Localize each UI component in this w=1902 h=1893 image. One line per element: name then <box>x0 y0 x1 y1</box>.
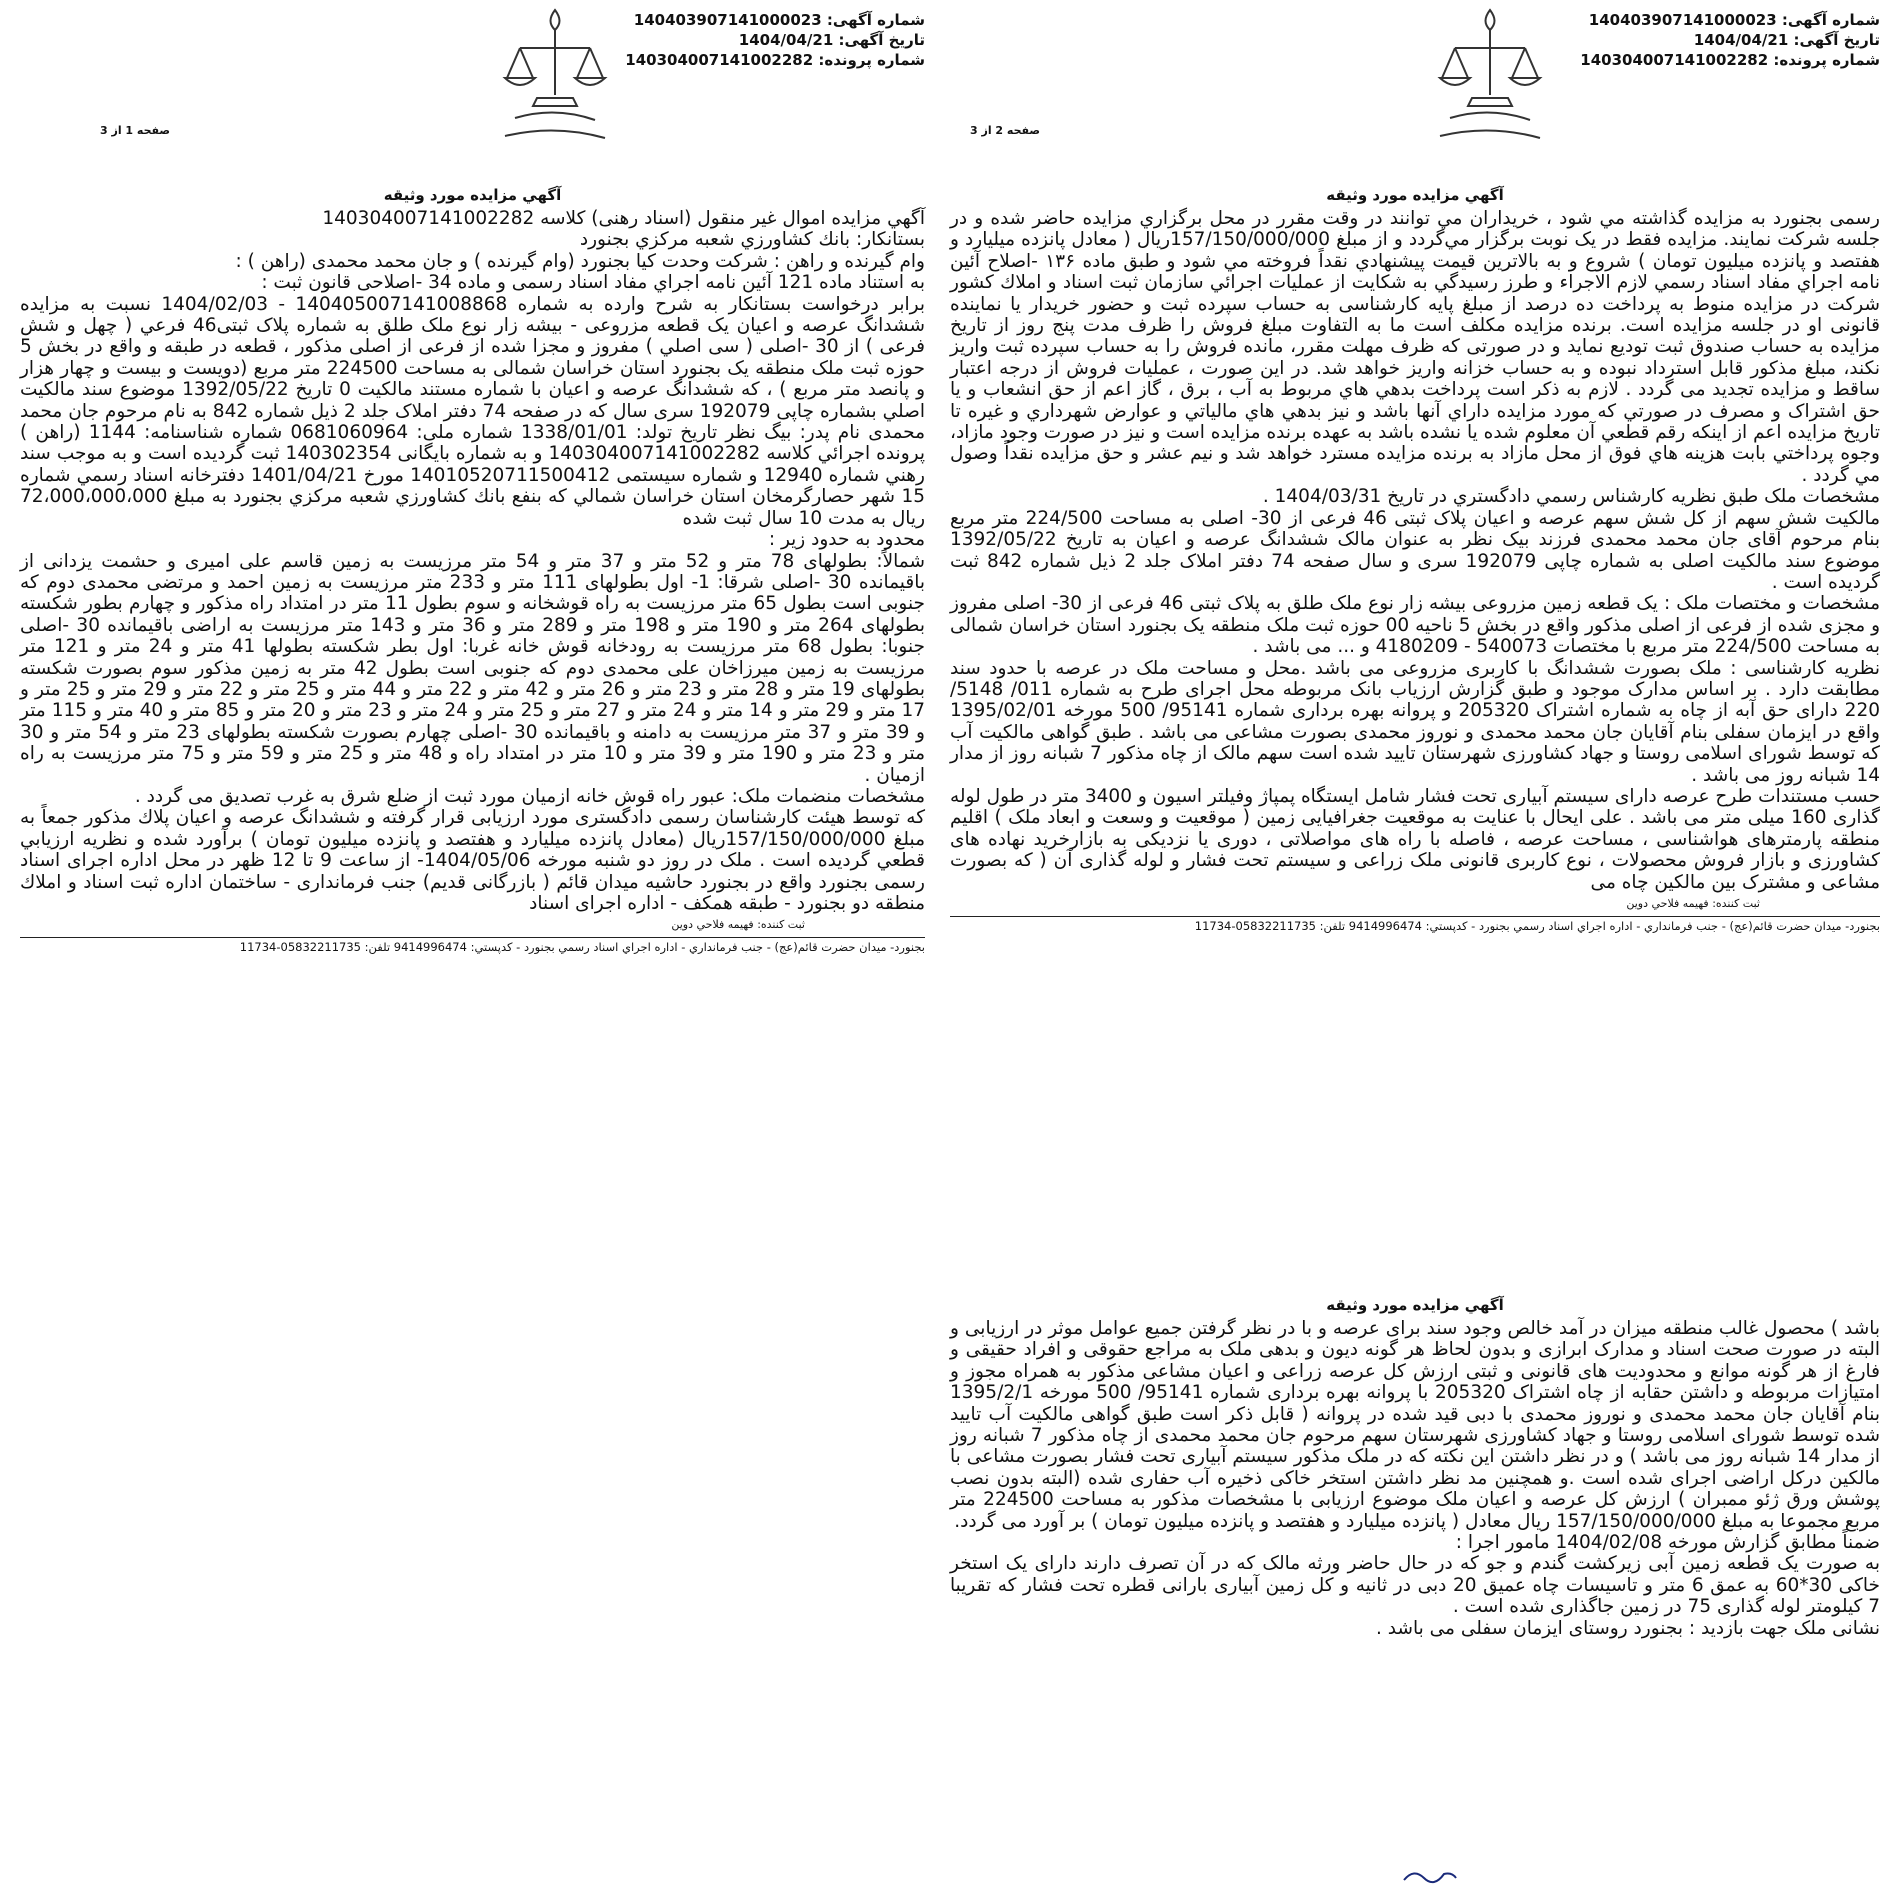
paragraph: نظریه کارشناسی : ملک بصورت ششدانگ با کاربری مزروعی می باشد .محل و مساحت ملک در عرصه با حدود سند مطابقت دارد . بر اساس مدارک موجود و طبق گزارش ارزیاب بانک مربوطه محل اجرای طرح به شماره 011/ 5148/ 220 دارای حق آبه از چاه به شماره اشتراک 205320 و پروانه بهره برداری شماره 95141/ 500 مورخه 1395/02/01 واقع در ایزمان سفلی بنام آقایان جان محمد محمدی و نوروز محمدی بصورت مشاعی می باشد . طبق گواهی مالکیت آب که توسط شورای اسلامی روستا و جهاد کشاورزی شهرستان تایید شده است سهم مالک از چاه مذکور 7 شبانه روز از مدار 14 شبانه روز می باشد . <box>950 657 1880 786</box>
notice-body <box>20 208 925 914</box>
paragraph: آگهي مزايده اموال غير منقول (اسناد رهنی) کلاسه 140304007141002282 <box>322 208 925 229</box>
paragraph: مالکیت شش سهم از کل شش سهم عرصه و اعیان پلاک ثبتی 46 فرعی از 30- اصلی به مساحت 224/500 متر مربع بنام مرحوم آقای جان محمد محمدی فرزند بیک نظر به عنوان مالک ششدانگ عرصه و اعیان به تاریخ 1392/05/22 موضوع سند مالکیت اصلی به شماره چاپی 192079 سری و سال صفحه 74 دفتر املاک جلد 2 ذیل شماره 842 ثبت گردیده است . <box>950 507 1880 593</box>
page-number: صفحه 2 از 3 <box>970 124 1041 137</box>
notice-title: آگهي مزايده مورد وثيقه <box>1326 1296 1504 1314</box>
notice-number: شماره آگهی: 140403907141000023 <box>633 11 925 29</box>
paragraph: مشخصات منضمات ملک: عبور راه قوش خانه ازمیان مورد ثبت از ضلع شرق به غرب تصدیق می گردد . <box>134 785 925 807</box>
page-header <box>950 0 1880 180</box>
notice-page-3 <box>950 1290 1880 1890</box>
paragraph: ضمناً مطابق گزارش مورخه 1404/02/08 مامور اجرا : <box>1455 1532 1880 1554</box>
paragraph: رسمی بجنورد به مزايده گذاشته مي شود ، خريداران مي توانند در وقت مقرر در محل برگزاري مزايده حاضر شده و در جلسه شركت نمايند. مزايده فقط در يک نوبت برگزار مي‌گردد و از مبلغ 157/150/000/000ريال ( معادل پانزده ميليارد و هفتصد و پانزده ميليون تومان ) شروع و به بالاترين قيمت پيشنهادي نقداً فروخته مي شود و طبق ماده ۱۳۶ -اصلاح آئين نامه اجراي مفاد اسناد رسمي لازم الاجراء و طرز رسيدگي به شكايت از عمليات اجرائي سازمان ثبت اسناد و املاك كشور شرکت در مزایده منوط به پرداخت ده درصد از مبلغ پایه کارشناسی به حساب سپرده ثبت و حضور خریدار یا نماینده قانونی او در جلسه مزایده است. برنده مزایده مکلف است ما به التفاوت مبلغ فروش را ظرف مدت پنج روز از تاریخ مزایده به حساب صندوق ثبت تودیع نماید و در صورتی که ظرف مهلت مقرر، مانده فروش را به حساب سپرده ثبت واریز نکند، مبلغ مذکور قابل استرداد نبوده و به حساب خزانه واریز خواهد شد. در این صورت ، عملیات فروش از درجه اعتبار ساقط و مزایده تجدید می گردد . لازم به ذکر است پرداخت بدهي هاي مربوط به آب ، برق ، گاز اعم از حق انشعاب و يا حق اشتراک و مصرف در صورتي که مورد مزايده داراي آنها باشد و نيز بدهي هاي مالياتي و عوارض شهرداري و غيره تا تاريخ مزايده اعم از اينکه رقم قطعي آن معلوم شده يا نشده باشد به عهده برنده مزايده است و نيز در صورت وجود مازاد، وجوه پرداختي بابت هزينه هاي فوق از محل مازاد به برنده مزايده مسترد خواهد شد و نيم عشر و حق مزايده نقداً وصول مي گردد . <box>950 208 1881 486</box>
paragraph: به استناد ماده 121 آئين نامه اجراي مفاد اسناد رسمی و ماده 34 -اصلاحی قانون ثبت : <box>261 272 925 294</box>
file-number: شماره پرونده: 140304007141002282 <box>1580 51 1880 69</box>
paragraph: وام گیرنده و راهن : شرکت وحدت کیا بجنورد (وام گیرنده ) و جان محمد محمدی (راهن ) : <box>235 250 925 272</box>
signature-icon <box>1400 1866 1460 1886</box>
judiciary-emblem-icon <box>1420 0 1560 150</box>
paragraph: شمالاً: بطولهای 78 متر و 52 متر و 37 متر و 54 متر مرزیست به زمین قاسم علی امیری و حشمت یزدانی از باقیمانده 30 -اصلی شرقا: 1- اول بطولهای 111 متر و 233 متر مرزیست به زمین احمد و مرتضی محمدی دوم که جنوبی است بطول 65 متر مرزیست به راه قوشخانه و سوم بطول 11 متر در امتداد راه مذکور و چهارم بطور شکسته بطولهای 264 متر و 190 متر و 198 متر و 289 متر و 36 متر و 143 متر مرزیست به اراضی باقیمانده 30 -اصلی جنوبا: بطول 68 متر مرزیست به رودخانه قوش خانه غربا: اول بطر شکسته بطولها 41 متر و 24 متر و 121 متر مرزیست به زمین میرزاخان علی محمدی دوم که جنوبی است بطول 42 متر به زمین مذکور سوم بصورت شکسته بطولهای 19 متر و 28 متر و 23 متر و 26 متر و 42 متر و 22 متر و 44 متر و 25 متر و 22 متر و 29 متر و 25 متر و 17 متر و 29 متر و 14 متر و 24 متر و 27 متر و 25 متر و 24 متر و 23 متر و 20 متر و 85 متر و 40 متر و 115 متر و 39 متر و 37 متر مرزیست به دامنه و باقیمانده 30 -اصلی چهارم بصورت شکسته بطولهای 23 متر و 54 متر و 30 متر و 23 متر و 190 متر و 39 متر و 10 متر در امتداد راه و 48 متر و 25 متر و 59 متر و 75 متر مرزیست به راه ازمیان . <box>20 550 926 786</box>
notice-meta <box>1580 10 1880 70</box>
paragraph: بستانکار: بانك كشاورزي شعبه مركزي بجنورد <box>579 229 925 251</box>
page-footer: بجنورد- ميدان حضرت قائم(عج) - جنب فرمانداري - اداره اجراي اسناد رسمي بجنورد - کدپستي: 9414996474 تلفن: 05832211735-11734 <box>1194 919 1880 933</box>
paragraph: مشخصات و مختصات ملک : یک قطعه زمین مزروعی بیشه زار نوع ملک طلق به پلاک ثبتی 46 فرعی از 30- اصلی مفروز و مجزی شده از فرعی از اصلی مذکور واقع در بخش 5 ناحیه 00 حوزه ثبت ملک منطقه یک بجنورد استان خراسان شمالی به مساحت 224/500 متر مربع با مختصات 540073 - 4180209 و ... می باشد . <box>950 593 1881 658</box>
page-number: صفحه 1 از 3 <box>100 124 171 137</box>
paragraph: برابر درخواست بستانکار به شرح وارده به شماره 140405007141008868 - 1404/02/03 نسبت به مزایده ششدانگ عرصه و اعیان یک قطعه مزروعی - بیشه زار نوع ملک طلق به شماره پلاک ثبتی46 فرعي ( چهل و شش فرعی ) از 30 -اصلی ( سی اصلي ) مفروز و مجزا شده از فرعی از اصلی مذکور ، قطعه در طبقه و واقع در بخش 5 حوزه ثبت ملک منطقه یک بجنورد استان خراسان شمالی به مساحت 224500 متر مربع (دویست و بیست و چهار هزار و پانصد متر مربع ) ، که ششدانگ عرصه و اعیان با شماره مستند مالکیت 0 تاریخ 1392/05/22 موضوع سند مالکیت اصلي بشماره چاپی 192079 سری سال که در صفحه 74 دفتر املاک جلد 2 ذیل شماره 842 به نام مرحوم جان محمد محمدی نام پدر: بیگ نظر تاریخ تولد: 1338/01/01 شماره ملی: 0681060964 شماره شناسنامه: 1144 (راهن ) پرونده اجرائي كلاسه 140304007141002282 و به شماره بايگانی 140302354 ثبت گرديده است و به موجب سند رهني شماره 12940 و شماره سیستمی 14010520711500412 مورخ 1401/04/21 دفترخانه اسناد رسمي شماره 15 شهر حصارگرمخان استان خراسان شمالي كه بنفع بانك كشاورزي شعبه مركزي بجنورد به مبلغ 72،000،000،000 ريال به مدت 10 سال ثبت شده <box>20 293 926 529</box>
notice-number: شماره آگهی: 140403907141000023 <box>1588 11 1880 29</box>
paragraph: مشخصات ملک طبق نظریه کارشناس رسمي دادگستري در تاريخ 1404/03/31 . <box>1262 486 1880 508</box>
page-header <box>20 0 925 180</box>
notice-page-1 <box>20 0 925 1300</box>
notice-body <box>950 1318 1880 1639</box>
file-number: شماره پرونده: 140304007141002282 <box>625 51 925 69</box>
notice-date: تاریخ آگهی: 1404/04/21 <box>1693 31 1880 49</box>
paragraph: نشانی ملک جهت بازدید : بجنورد روستای ایزمان سفلی می باشد . <box>1375 1617 1880 1639</box>
paragraph: باشد ) محصول غالب منطقه میزان در آمد خالص وجود سند برای عرصه و با در نظر گرفتن جمیع عوامل موثر در ارزیابی و البته در صورت صحت اسناد و مدارک ابرازی و بدون لحاظ هر گونه دیون و بدهی ملک به مراجع حقوقی و افراد حقیقی و فارغ از هر گونه موانع و محدودیت های قانونی و ثبتی ارزش کل عرصه زراعی و اعیان مشاعی مذکور به همراه مجوز و امتیازات مربوطه و داشتن حقابه از چاه اشتراک 205320 با پروانه بهره برداری شماره 95141/ 500 مورخه 1395/2/1 بنام آقایان جان محمد محمدی و نوروز محمدی با دبی قید شده در پروانه ( قابل ذکر است طبق گواهی مالکیت آب تایید شده توسط شورای اسلامی روستا و جهاد کشاورزی شهرستان سهم مرحوم جان محمد محمدی از چاه مذکور 7 شبانه روز از مدار 14 شبانه روز می باشد ) و در نظر داشتن این نکته که در ملک مذکور سیستم آبیاری تحت فشار بصورت مشاعی با مالکین درکل اراضی اجرای شده است .و همچنین مد نظر داشتن استخر خاکی ذخیره آب حفاری شده (البته بدون نصب پوشش ورق ژئو ممبران ) ارزش کل عرصه و اعیان ملک موضوع ارزیابی با مشخصات مذکور به مساحت 224500 متر مربع مجموعا به مبلغ 157/150/000/000 ریال معادل ( پانزده میلیارد و هفتصد و پانزده میلیون تومان ) بر آورد می گردد. <box>950 1318 1880 1532</box>
notice-title: آگهي مزايده مورد وثيقه <box>1326 186 1504 204</box>
notice-body <box>950 208 1880 893</box>
paragraph: به صورت یک قطعه زمین آبی زیرکشت گندم و جو که در حال حاضر ورثه مالک که در آن تصرف دارند دارای یک استخر خاکی 30*60 به عمق 6 متر و تاسیسات چاه عمیق 20 دبی در ثانیه و کل زمین آبیاری بارانی قطره تحت فشار که تقریبا 7 کیلومتر لوله گذاری 75 در زمین جاگذاری شده است . <box>950 1553 1880 1618</box>
paragraph: كه توسط هيئت كارشناسان رسمی دادگستری مورد ارزيابی قرار گرفته و ششدانگ عرصه و اعيان پلاك مذكور جمعاً به مبلغ 157/150/000/000ريال (معادل پانزده ميليارد و هفتصد و پانزده ميليون تومان ) برآورد شده و نظريه ارزيابي قطعي گرديده است . ملک در روز دو شنبه مورخه 1404/05/06- از ساعت 9 تا 12 ظهر در محل اداره اجرای اسناد رسمی بجنورد واقع در بجنورد حاشيه ميدان قائم ( بازرگانی قديم) جنب فرمانداری - ساختمان اداره ثبت اسناد و املاك منطقه دو بجنورد - طبقه همكف - اداره اجرای اسناد <box>20 807 925 914</box>
notice-page-2 <box>950 0 1880 1275</box>
recorder: ثبت کننده: فهيمه فلاحي دوين <box>1626 897 1760 910</box>
judiciary-emblem-icon <box>485 0 625 150</box>
paragraph: حسب مستندات طرح عرصه دارای سیستم آبیاری تحت فشار شامل ایستگاه پمپاژ وفیلتر اسیون و 3400 متر در طول لوله گذاری 160 میلی متر می باشد . علی ایحال با عنایت به موقعیت جغرافیایی زمین ( موقعیت و وسعت و ابعاد ملک ) اقلیم منطقه پارمترهای هواشناسی ، مساحت عرصه ، فاصله با راه های مواصلاتی ، دوری یا نزدیکی به بازارخرید نهاده های کشاورزی و بازار فروش محصولات ، نوع کاربری قانونی ملک زراعی و سیستم تحت فشار و لوله گذاری آن ( که بصورت مشاعی و مشترک بین مالکین چاه می <box>950 785 1881 893</box>
page-footer: بجنورد- ميدان حضرت قائم(عج) - جنب فرمانداري - اداره اجراي اسناد رسمي بجنورد - کدپستي: 9414996474 تلفن: 05832211735-11734 <box>239 940 925 955</box>
paragraph: محدود به حدود زیر : <box>768 529 925 551</box>
notice-title: آگهي مزايده مورد وثيقه <box>383 186 562 204</box>
notice-meta <box>625 10 925 70</box>
notice-date: تاریخ آگهی: 1404/04/21 <box>738 31 925 49</box>
recorder: ثبت کننده: فهيمه فلاحي دوين <box>671 918 805 932</box>
